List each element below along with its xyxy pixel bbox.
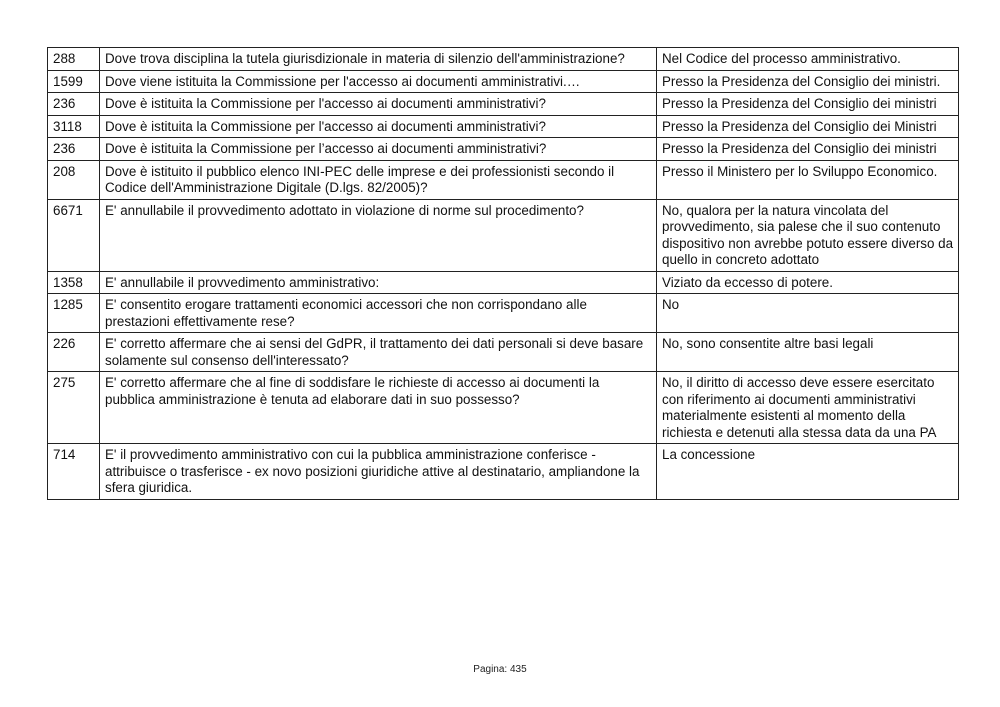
answer-cell: No, il diritto di accesso deve essere esercitato con riferimento ai documenti amministrativi materialmente esistenti al momento della richiesta e detenuti alla stessa data da una PA <box>657 372 959 444</box>
question-id-cell: 1358 <box>48 271 100 294</box>
question-cell: E' annullabile il provvedimento adottato in violazione di norme sul procedimento? <box>100 199 657 271</box>
table-body <box>48 48 959 500</box>
answer-cell: No <box>657 294 959 333</box>
question-cell: Dove è istituito il pubblico elenco INI-PEC delle imprese e dei professionisti secondo il Codice dell'Amministrazione Digitale (D.lgs. 82/2005)? <box>100 160 657 199</box>
question-cell: Dove è istituita la Commissione per l'accesso ai documenti amministrativi? <box>100 93 657 116</box>
question-id-cell: 236 <box>48 93 100 116</box>
question-cell: Dove è istituita la Commissione per l'accesso ai documenti amministrativi? <box>100 115 657 138</box>
answer-cell: Presso la Presidenza del Consiglio dei ministri <box>657 93 959 116</box>
question-cell: Dove trova disciplina la tutela giurisdizionale in materia di silenzio dell'amministrazione? <box>100 48 657 71</box>
question-id-cell: 208 <box>48 160 100 199</box>
question-id-cell: 288 <box>48 48 100 71</box>
table-row <box>48 372 959 444</box>
question-id-cell: 3118 <box>48 115 100 138</box>
table-row <box>48 294 959 333</box>
question-cell: E' corretto affermare che ai sensi del GdPR, il trattamento dei dati personali si deve basare solamente sul consenso dell'interessato? <box>100 333 657 372</box>
question-id-cell: 714 <box>48 444 100 500</box>
answer-cell: No, sono consentite altre basi legali <box>657 333 959 372</box>
question-id-cell: 226 <box>48 333 100 372</box>
question-cell: Dove viene istituita la Commissione per l'accesso ai documenti amministrativi.… <box>100 70 657 93</box>
table-row <box>48 48 959 71</box>
question-id-cell: 6671 <box>48 199 100 271</box>
table-row <box>48 271 959 294</box>
answer-cell: No, qualora per la natura vincolata del provvedimento, sia palese che il suo contenuto dispositivo non avrebbe potuto essere diverso da quello in concreto adottato <box>657 199 959 271</box>
question-answer-table <box>47 47 959 500</box>
page-number: Pagina: 435 <box>473 664 527 675</box>
answer-cell: Viziato da eccesso di potere. <box>657 271 959 294</box>
table-row <box>48 138 959 161</box>
table-row <box>48 115 959 138</box>
table-row <box>48 70 959 93</box>
question-cell: Dove è istituita la Commissione per l’accesso ai documenti amministrativi? <box>100 138 657 161</box>
question-id-cell: 275 <box>48 372 100 444</box>
table-row <box>48 333 959 372</box>
question-id-cell: 1285 <box>48 294 100 333</box>
question-cell: E' annullabile il provvedimento amministrativo: <box>100 271 657 294</box>
question-cell: E' consentito erogare trattamenti economici accessori che non corrispondano alle prestazioni effettivamente rese? <box>100 294 657 333</box>
table-row <box>48 93 959 116</box>
table-row <box>48 160 959 199</box>
table-row <box>48 444 959 500</box>
question-id-cell: 1599 <box>48 70 100 93</box>
table-row <box>48 199 959 271</box>
question-id-cell: 236 <box>48 138 100 161</box>
answer-cell: Presso la Presidenza del Consiglio dei ministri <box>657 138 959 161</box>
question-cell: E' il provvedimento amministrativo con cui la pubblica amministrazione conferisce - attribuisce o trasferisce - ex novo posizioni giuridiche attive al destinatario, ampliandone la sfera giuridica. <box>100 444 657 500</box>
answer-cell: Presso la Presidenza del Consiglio dei Ministri <box>657 115 959 138</box>
answer-cell: Presso la Presidenza del Consiglio dei ministri. <box>657 70 959 93</box>
answer-cell: Presso il Ministero per lo Sviluppo Economico. <box>657 160 959 199</box>
answer-cell: La concessione <box>657 444 959 500</box>
question-cell: E' corretto affermare che al fine di soddisfare le richieste di accesso ai documenti la pubblica amministrazione è tenuta ad elaborare dati in suo possesso? <box>100 372 657 444</box>
answer-cell: Nel Codice del processo amministrativo. <box>657 48 959 71</box>
